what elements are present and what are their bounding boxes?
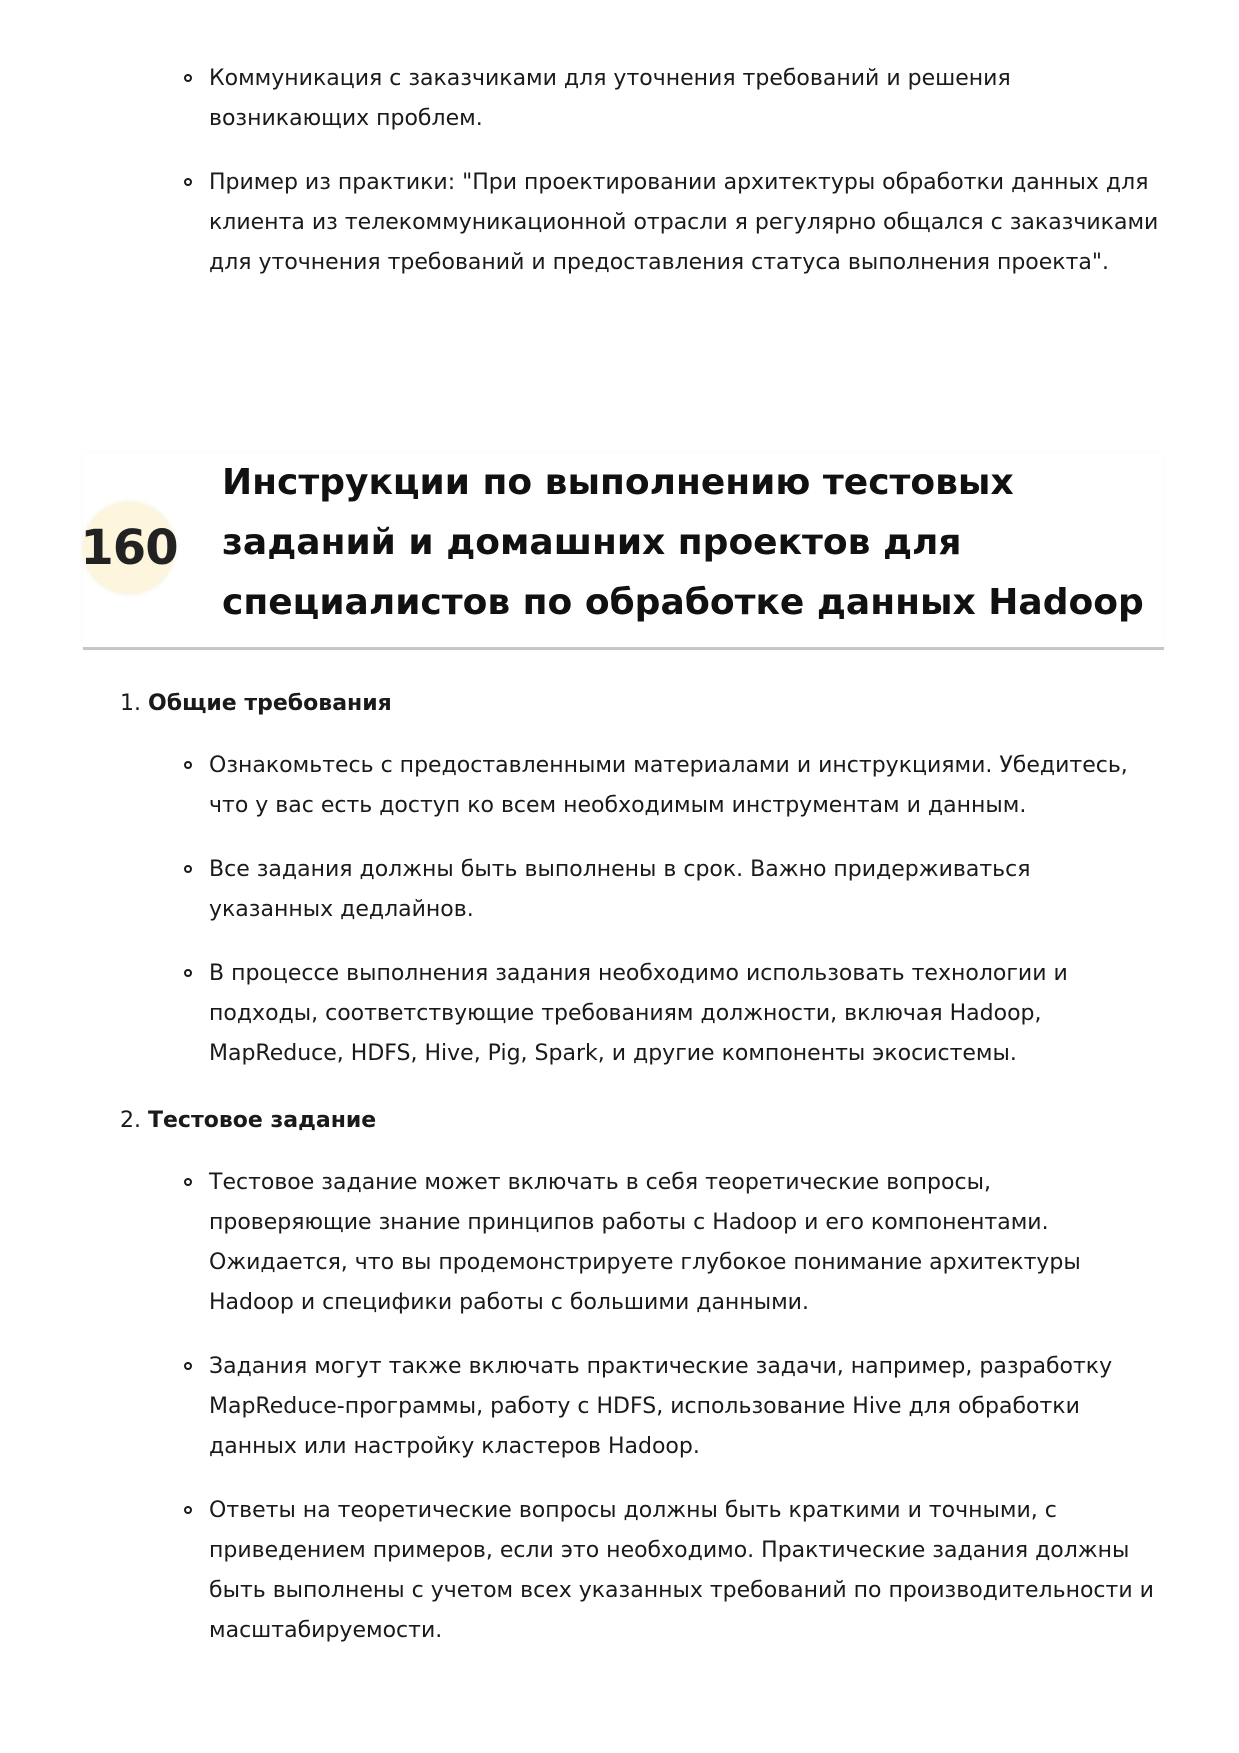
numbered-heading [120,684,1160,724]
numbered-item-test-task [120,1101,1160,1675]
item-heading: Тестовое задание [148,1108,377,1133]
section-title: Инструкции по выполнению тестовых заданий и домашних проектов для специалистов по обработке данных Hadoop [222,462,1144,623]
test-task-list [209,1163,1159,1651]
list-item: Тестовое задание может включать в себя теоретические вопросы, проверяющие знание принципов работы с Hadoop и его компонентами. Ожидается, что вы продемонстрируете глубокое понимание архитектуры Hadoop и специфики работы с большими данными. [209,1163,1159,1323]
list-item: Задания могут также включать практические задачи, например, разработку MapReduce-программы, работу с HDFS, использование Hive для обработки данных или настройку кластеров Hadoop. [209,1347,1159,1467]
item-number: 2. [120,1108,141,1133]
list-item: Все задания должны быть выполнены в срок. Важно придерживаться указанных дедлайнов. [209,850,1159,930]
list-item: В процессе выполнения задания необходимо использовать технологии и подходы, соответствующие требованиям должности, включая Hadoop, MapReduce, HDFS, Hive, Pig, Spark, и другие компоненты экосистемы. [209,954,1159,1074]
intro-bullet-list [209,59,1169,307]
list-item: Коммуникация с заказчиками для уточнения требований и решения возникающих проблем. [209,59,1169,139]
section-number-badge: 160 [84,503,174,593]
section-header [80,453,1164,650]
list-item: Ответы на теоретические вопросы должны быть краткими и точными, с приведением примеров, если это необходимо. Практические задания должны быть выполнены с учетом всех указанных требований по производительности и масштабируемости. [209,1491,1159,1651]
numbered-heading [120,1101,1160,1141]
item-number: 1. [120,691,141,716]
list-item: Пример из практики: "При проектировании архитектуры обработки данных для клиента из телекоммуникационной отрасли я регулярно общался с заказчиками для уточнения требований и предоставления статуса выполнения проекта". [209,163,1169,283]
numbered-item-general-requirements [120,684,1160,1098]
general-requirements-list [209,746,1159,1074]
item-heading: Общие требования [148,691,392,716]
list-item: Ознакомьтесь с предоставленными материалами и инструкциями. Убедитесь, что у вас есть доступ ко всем необходимым инструментам и данным. [209,746,1159,826]
